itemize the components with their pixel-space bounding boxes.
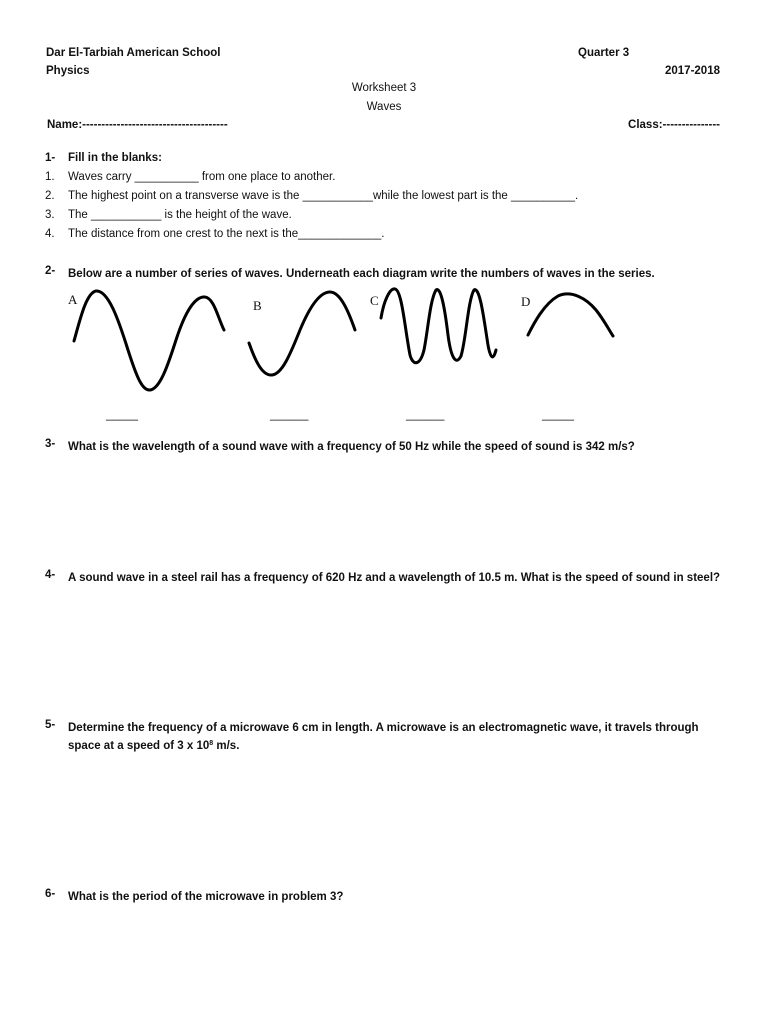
question-4	[45, 569, 725, 609]
question-prompt: Fill in the blanks:	[68, 152, 162, 164]
question-number: 3-	[45, 438, 56, 450]
wave-d-icon	[528, 294, 613, 336]
question-text	[68, 719, 725, 755]
question-5	[45, 719, 725, 759]
item-text: The distance from one crest to the next is the_____________.	[68, 228, 385, 240]
item-number: 3.	[45, 209, 55, 221]
wave-c-icon	[381, 289, 496, 363]
quarter: Quarter 3	[578, 47, 630, 59]
wave-answer-b[interactable]: ______	[270, 409, 309, 421]
class-field[interactable]: Class:---------------	[628, 119, 720, 131]
question-text: A sound wave in a steel rail has a frequency of 620 Hz and a wavelength of 10.5 m. What is the speed of sound in steel?	[68, 572, 721, 584]
wave-answer-d[interactable]: _____	[542, 409, 574, 421]
question-text: What is the wavelength of a sound wave with a frequency of 50 Hz while the speed of sound is 342 m/s?	[68, 441, 635, 453]
wave-answer-c[interactable]: ______	[406, 409, 445, 421]
wave-label-d: D	[521, 294, 531, 309]
item-text: Waves carry __________ from one place to another.	[68, 171, 336, 183]
wave-answer-a[interactable]: _____	[106, 409, 138, 421]
question-number: 1-	[45, 152, 56, 164]
name-field[interactable]: Name:--------------------------------------	[47, 119, 228, 131]
item-text: The highest point on a transverse wave is the ___________while the lowest part is the __________.	[68, 190, 579, 202]
subject: Physics	[46, 65, 90, 77]
question-2	[45, 265, 725, 285]
question-text-end: m/s.	[213, 740, 240, 752]
school-year: 2017-2018	[665, 65, 720, 77]
question-number: 6-	[45, 888, 56, 900]
worksheet-topic: Waves	[366, 101, 402, 113]
wave-a-icon	[74, 291, 224, 390]
item-number: 4.	[45, 228, 55, 240]
school-name: Dar El-Tarbiah American School	[46, 47, 221, 59]
worksheet-title: Worksheet 3	[351, 82, 417, 94]
wave-label-a: A	[68, 292, 78, 307]
wave-label-c: C	[370, 293, 379, 308]
wave-b-icon	[249, 292, 355, 375]
question-number: 2-	[45, 265, 56, 277]
item-text: The ___________ is the height of the wave.	[68, 209, 292, 221]
question-number: 4-	[45, 569, 56, 581]
item-number: 2.	[45, 190, 55, 202]
wave-label-b: B	[253, 298, 262, 313]
exponent: 8	[209, 740, 214, 747]
question-6	[45, 888, 725, 908]
question-3	[45, 438, 725, 458]
question-text-main: Determine the frequency of a microwave 6 cm in length. A microwave is an electromagnetic wave, it travels through space at a speed of 3 x 10	[68, 722, 699, 752]
question-number: 5-	[45, 719, 56, 731]
item-number: 1.	[45, 171, 55, 183]
question-prompt: Below are a number of series of waves. Underneath each diagram write the numbers of waves in the series.	[68, 268, 655, 280]
question-text: What is the period of the microwave in problem 3?	[68, 891, 344, 903]
